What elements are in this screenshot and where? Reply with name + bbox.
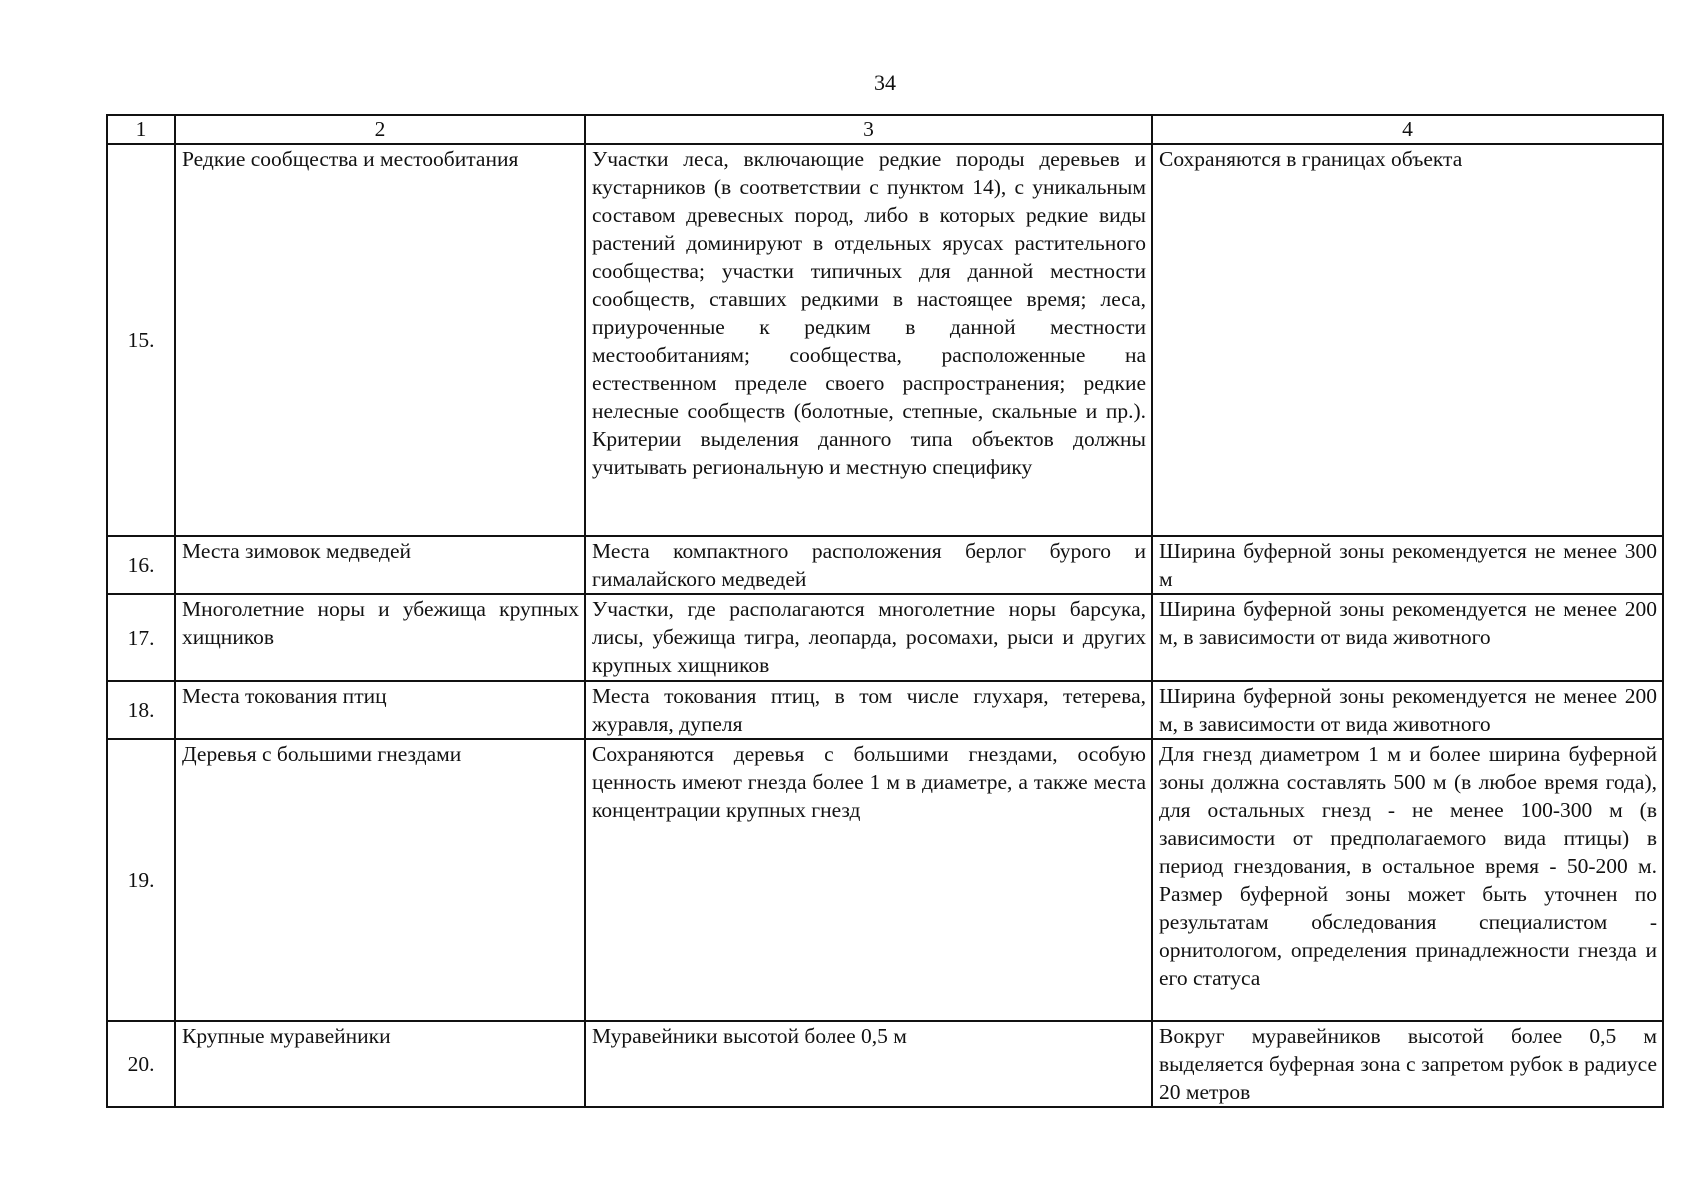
protection-measures: Для гнезд диаметром 1 м и более ширина буферной зоны должна составлять 500 м (в любое время года), для остальных гнезд - не менее 100-300 м (в зависимости от предполагаемого вида птицы) в период гнездования, в остальное время - 50-200 м. Размер буферной зоны может быть уточнен по результатам обследования специалистом - орнитологом, определения принадлежности гнезда и его статуса	[1159, 742, 1657, 990]
header-cell-2: 2	[175, 115, 585, 144]
row-number: 20.	[107, 1021, 175, 1107]
row-number: 16.	[107, 536, 175, 594]
object-description-cell	[585, 1021, 1152, 1107]
object-description: Муравейники высотой более 0,5 м	[592, 1024, 907, 1048]
table-row	[107, 536, 1663, 594]
header-cell-1: 1	[107, 115, 175, 144]
protection-measures-cell	[1152, 144, 1663, 536]
page-number: 34	[874, 70, 896, 95]
protection-measures-cell	[1152, 739, 1663, 1021]
protection-measures-cell	[1152, 681, 1663, 739]
protection-measures-cell	[1152, 536, 1663, 594]
table-row	[107, 594, 1663, 681]
object-description-cell	[585, 594, 1152, 681]
object-name-cell	[175, 1021, 585, 1107]
object-name-cell	[175, 739, 585, 1021]
header-cell-3: 3	[585, 115, 1152, 144]
object-description: Участки леса, включающие редкие породы деревьев и кустарников (в соответствии с пунктом 14), с уникальным составом древесных пород, либо в которых редкие виды растений доминируют в отдельных ярусах растительного сообщества; участки типичных для данной местности сообществ, ставших редкими в настоящее время; леса, приуроченные к редким в данной местности местообитаниям; сообщества, расположенные на естественном пределе своего распространения; редкие нелесные сообществ (болотные, степные, скальные и пр.). Критерии выделения данного типа объектов должны учитывать региональную и местную специфику	[592, 147, 1146, 479]
object-description-cell	[585, 739, 1152, 1021]
table-row	[107, 739, 1663, 1021]
protection-measures: Вокруг муравейников высотой более 0,5 м выделяется буферная зона с запретом рубок в радиусе 20 метров	[1159, 1024, 1657, 1104]
row-number: 19.	[107, 739, 175, 1021]
protection-measures: Ширина буферной зоны рекомендуется не менее 300 м	[1159, 539, 1657, 591]
object-description: Места токования птиц, в том числе глухаря, тетерева, журавля, дупеля	[592, 684, 1146, 736]
object-name: Крупные муравейники	[182, 1024, 391, 1048]
object-name-cell	[175, 536, 585, 594]
row-number: 17.	[107, 594, 175, 681]
objects-table	[106, 114, 1664, 1108]
row-number: 18.	[107, 681, 175, 739]
object-name-cell	[175, 594, 585, 681]
object-description-cell	[585, 681, 1152, 739]
protection-measures-cell	[1152, 594, 1663, 681]
object-name: Места токования птиц	[182, 684, 387, 708]
object-name-cell	[175, 144, 585, 536]
table-row	[107, 144, 1663, 536]
object-description: Места компактного расположения берлог бурого и гималайского медведей	[592, 539, 1146, 591]
table-row	[107, 681, 1663, 739]
object-name: Редкие сообщества и местообитания	[182, 147, 519, 171]
row-number: 15.	[107, 144, 175, 536]
table-header-row	[107, 115, 1663, 144]
object-name: Места зимовок медведей	[182, 539, 412, 563]
table-row	[107, 1021, 1663, 1107]
object-name: Деревья с большими гнездами	[182, 742, 462, 766]
protection-measures: Сохраняются в границах объекта	[1159, 147, 1463, 171]
header-cell-4: 4	[1152, 115, 1663, 144]
object-description: Участки, где располагаются многолетние норы барсука, лисы, убежища тигра, леопарда, росомахи, рыси и других крупных хищников	[592, 597, 1146, 677]
object-description-cell	[585, 536, 1152, 594]
object-description: Сохраняются деревья с большими гнездами, особую ценность имеют гнезда более 1 м в диаметре, а также места концентрации крупных гнезд	[592, 742, 1146, 822]
object-name-cell	[175, 681, 585, 739]
protection-measures-cell	[1152, 1021, 1663, 1107]
object-name: Многолетние норы и убежища крупных хищников	[182, 597, 579, 649]
protection-measures: Ширина буферной зоны рекомендуется не менее 200 м, в зависимости от вида животного	[1159, 684, 1657, 736]
object-description-cell	[585, 144, 1152, 536]
protection-measures: Ширина буферной зоны рекомендуется не менее 200 м, в зависимости от вида животного	[1159, 597, 1657, 649]
